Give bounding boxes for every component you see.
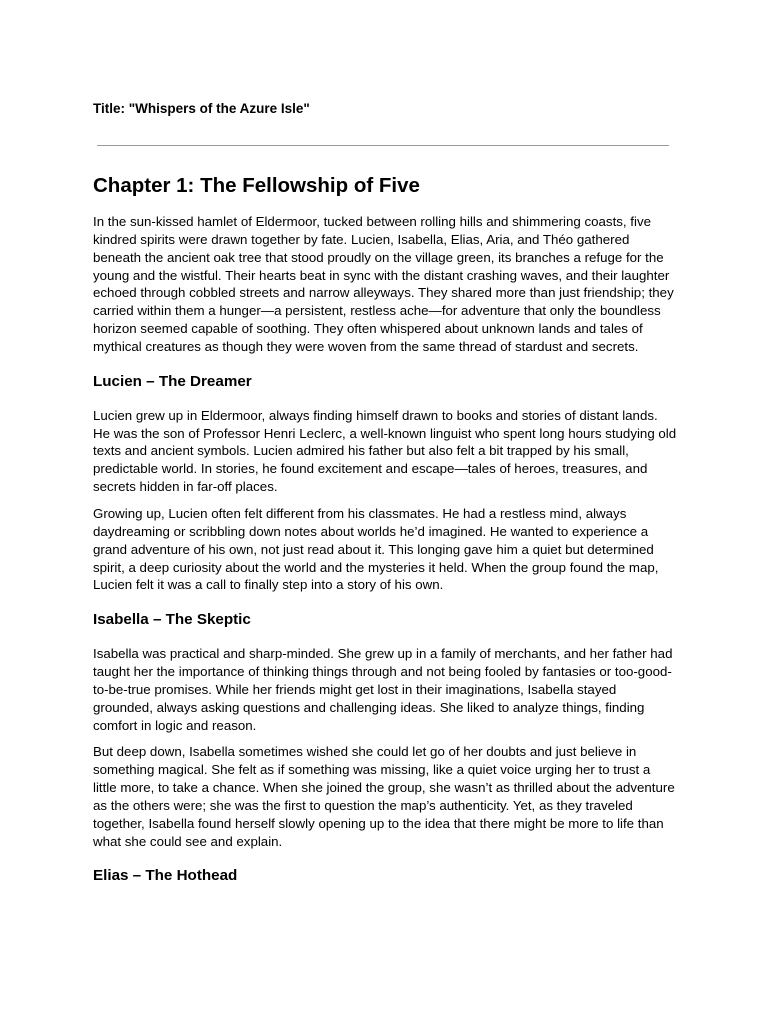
paragraph-lucien-1: Lucien grew up in Eldermoor, always finding himself drawn to books and stories of distant lands. He was the son of Professor Henri Leclerc, a well-known linguist who spent long hours studying old texts and ancient symbols. Lucien admired his father but also felt a bit trapped by his small, predictable world. In stories, he found excitement and escape—tales of heroes, treasures, and secrets hidden in far-off places. [93,407,677,495]
chapter-heading: Chapter 1: The Fellowship of Five [93,174,420,197]
section-heading-elias: Elias – The Hothead [93,867,238,885]
paragraph-isabella-2: But deep down, Isabella sometimes wished she could let go of her doubts and just believe in something magical. She felt as if something was missing, like a quiet voice urging her to trust a little more, to take a chance. When she joined the group, she wasn’t as thrilled about the adventure as the others were; she was the first to question the map’s authenticity. Yet, as they traveled together, Isabella found herself slowly opening up to the idea that there might be more to life than what she could see and explain. [93,744,675,849]
section-heading-lucien: Lucien – The Dreamer [93,372,252,390]
horizontal-divider [97,145,669,146]
intro-paragraph: In the sun-kissed hamlet of Eldermoor, tucked between rolling hills and shimmering coasts, five kindred spirits were drawn together by fate. Lucien, Isabella, Elias, Aria, and Théo gathered beneath the ancient oak tree that stood proudly on the village green, its branches a refuge for the young and the wistful. Their hearts beat in sync with the distant crashing waves, and their laughter echoed through cobbled streets and narrow alleyways. They shared more than just friendship; they carried within them a hunger—a persistent, restless ache—for adventure that only the boundless horizon seemed capable of soothing. They often whispered about unknown lands and tales of mythical creatures as though they were woven from the same thread of stardust and secrets. [93,214,674,354]
section-heading-isabella: Isabella – The Skeptic [93,611,251,629]
paragraph-lucien-2: Growing up, Lucien often felt different from his classmates. He had a restless mind, always daydreaming or scribbling down notes about worlds he’d imagined. He wanted to experience a grand adventure of his own, not just read about it. This longing gave him a quiet but determined spirit, a deep curiosity about the world and the mysteries it held. When the group found the map, Lucien felt it was a call to finally step into a story of his own. [93,505,659,593]
document-title: Title: "Whispers of the Azure Isle" [93,101,310,116]
document-body [93,213,677,886]
paragraph-isabella-1: Isabella was practical and sharp-minded. She grew up in a family of merchants, and her father had taught her the importance of thinking things through and not being fooled by fantasies or too-good-to-be-true promises. While her friends might get lost in their imaginations, Isabella stayed grounded, always asking questions and challenging ideas. She liked to analyze things, finding comfort in logic and reason. [93,646,673,733]
